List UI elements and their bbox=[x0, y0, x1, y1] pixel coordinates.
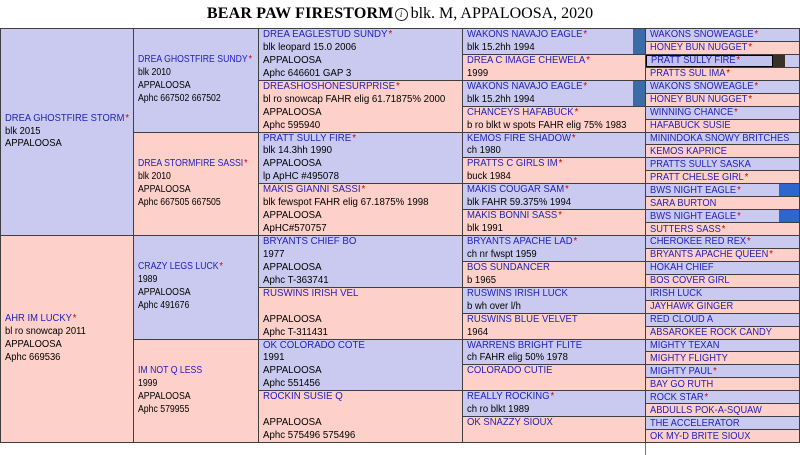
asterisk: * bbox=[550, 391, 555, 403]
pedigree-cell bbox=[646, 223, 800, 236]
horse-link[interactable]: WAKONS SNOWEAGLE bbox=[650, 29, 754, 41]
horse-detail: ch FAHR elig 50% 1978 bbox=[467, 352, 568, 364]
horse-detail: blk 1991 bbox=[467, 223, 503, 235]
horse-link[interactable]: ABDULLS POK-A-SQUAW bbox=[650, 404, 762, 416]
horse-link[interactable]: SUTTERS SASS bbox=[650, 223, 721, 235]
horse-detail: APPALOOSA bbox=[263, 210, 322, 222]
horse-detail: 1989 bbox=[138, 274, 158, 286]
horse-detail: ch 1980 bbox=[467, 145, 501, 157]
duplicate-marker bbox=[633, 81, 645, 106]
pedigree-cell bbox=[259, 391, 463, 443]
asterisk: * bbox=[748, 94, 753, 106]
horse-link[interactable]: BWS NIGHT EAGLE bbox=[650, 210, 737, 222]
horse-link[interactable]: PRATTS SUL IMA bbox=[650, 68, 726, 80]
horse-link[interactable]: HAFABUCK SUSIE bbox=[650, 120, 731, 132]
pedigree-cell bbox=[646, 197, 800, 210]
horse-detail: APPALOOSA bbox=[138, 80, 191, 92]
pedigree-cell bbox=[463, 184, 646, 210]
horse-detail: ApHC#570757 bbox=[263, 223, 327, 235]
pedigree-cell bbox=[463, 417, 646, 443]
asterisk: * bbox=[748, 42, 753, 54]
horse-link[interactable]: RED CLOUD A bbox=[650, 314, 714, 326]
asterisk: * bbox=[72, 313, 77, 325]
horse-detail: APPALOOSA bbox=[263, 313, 322, 325]
pedigree-cell bbox=[646, 158, 800, 171]
horse-detail: APPALOOSA bbox=[138, 287, 191, 299]
horse-detail: 1999 bbox=[467, 67, 489, 79]
pedigree-cell bbox=[646, 301, 800, 314]
horse-detail: Aphc 667502 667502 bbox=[138, 93, 221, 105]
pedigree-cell bbox=[646, 314, 800, 327]
horse-link[interactable]: SARA BURTON bbox=[650, 197, 717, 209]
horse-link[interactable]: DREA EAGLESTUD SUNDY bbox=[263, 29, 388, 40]
asterisk: * bbox=[737, 210, 741, 222]
pedigree-cell bbox=[463, 158, 646, 184]
horse-link[interactable]: WAKONS NAVAJO EAGLE bbox=[467, 80, 583, 92]
pedigree-cell bbox=[646, 81, 800, 94]
horse-detail: 1999 bbox=[138, 377, 158, 389]
horse-detail: Aphc T-363741 bbox=[263, 274, 329, 286]
asterisk: * bbox=[583, 29, 588, 40]
horse-link[interactable]: HONEY BUN NUGGET bbox=[650, 42, 748, 54]
horse-detail: APPALOOSA bbox=[138, 183, 191, 195]
horse-link[interactable]: MIGHTY TEXAN bbox=[650, 339, 720, 351]
horse-detail: Aphc T-311431 bbox=[263, 326, 328, 338]
pedigree-cell bbox=[646, 184, 800, 197]
asterisk: * bbox=[219, 261, 223, 273]
horse-link[interactable]: IM NOT Q LESS bbox=[138, 364, 203, 376]
asterisk: * bbox=[747, 236, 751, 248]
pedigree-cell bbox=[646, 365, 800, 378]
pedigree-cell bbox=[646, 107, 800, 120]
horse-detail: blk FAHR 59.375% 1994 bbox=[467, 197, 572, 209]
horse-link[interactable]: BOS COVER GIRL bbox=[650, 275, 730, 287]
asterisk: * bbox=[721, 223, 726, 235]
pedigree-cell bbox=[646, 352, 800, 365]
horse-detail: APPALOOSA bbox=[263, 417, 322, 429]
horse-detail: Aphc 669536 bbox=[5, 351, 61, 363]
horse-link[interactable]: MAKIS GIANNI SASSI bbox=[263, 184, 361, 196]
horse-link[interactable]: ROCKIN SUSIE Q bbox=[263, 391, 343, 403]
horse-detail: b 1965 bbox=[467, 274, 497, 286]
horse-link[interactable]: MIGHTY PAUL bbox=[650, 365, 713, 377]
horse-detail: APPALOOSA bbox=[263, 54, 322, 66]
pedigree-cell bbox=[646, 378, 800, 391]
horse-link[interactable]: MIGHTY FLIGHTY bbox=[650, 352, 728, 364]
horse-link[interactable]: IRISH LUCK bbox=[650, 288, 703, 300]
horse-detail: ch ro blkt 1989 bbox=[467, 404, 530, 416]
horse-detail: APPALOOSA bbox=[263, 158, 322, 170]
pedigree-cell bbox=[646, 417, 800, 430]
horse-link[interactable]: MININDOKA SNOWY BRITCHES bbox=[650, 132, 790, 144]
horse-link[interactable]: PRATT SULLY FIRE bbox=[263, 132, 352, 144]
asterisk: * bbox=[704, 391, 709, 403]
asterisk: * bbox=[361, 184, 366, 196]
horse-link[interactable]: PRATTS C GIRLS IM bbox=[467, 158, 558, 170]
gen-column-4 bbox=[463, 29, 646, 443]
pedigree-cell bbox=[646, 391, 800, 404]
pedigree-cell bbox=[646, 327, 800, 340]
asterisk: * bbox=[248, 54, 253, 66]
table-edge-stub bbox=[645, 443, 646, 455]
pedigree-cell bbox=[463, 81, 646, 107]
horse-link[interactable]: KEMOS KAPRICE bbox=[650, 145, 728, 157]
horse-detail: b ro blkt w spots FAHR elig 75% 1983 bbox=[467, 119, 627, 131]
horse-detail: APPALOOSA bbox=[5, 339, 62, 350]
horse-detail: Aphc 595940 bbox=[263, 119, 321, 131]
horse-detail: blk 15.2hh 1994 bbox=[467, 93, 535, 105]
pedigree-cell bbox=[646, 249, 800, 262]
pedigree-cell bbox=[463, 340, 646, 366]
horse-link[interactable]: WINNING CHANCE bbox=[650, 107, 734, 119]
subject-horse-name: BEAR PAW FIRESTORM bbox=[206, 5, 394, 22]
horse-detail: blk 14.3hh 1990 bbox=[263, 145, 333, 157]
horse-link[interactable]: WAKONS SNOWEAGLE bbox=[650, 81, 754, 93]
pedigree-cell bbox=[1, 236, 134, 443]
horse-link[interactable]: COLORADO CUTIE bbox=[467, 365, 553, 377]
pedigree-cell bbox=[463, 236, 646, 262]
horse-link[interactable]: THE ACCELERATOR bbox=[650, 417, 740, 429]
horse-detail: blk 15.2hh 1994 bbox=[467, 41, 535, 53]
horse-detail: Aphc 551456 bbox=[263, 378, 321, 390]
pedigree-cell bbox=[463, 288, 646, 314]
pedigree-cell bbox=[646, 120, 800, 133]
horse-link[interactable]: ABSAROKEE ROCK CANDY bbox=[650, 327, 772, 339]
horse-link[interactable]: DREA GHOSTFIRE SUNDY bbox=[138, 54, 248, 66]
horse-detail: Aphc 575496 575496 bbox=[263, 430, 356, 442]
asterisk: * bbox=[558, 158, 563, 170]
pedigree-cell bbox=[259, 81, 463, 133]
horse-link[interactable]: BWS NIGHT EAGLE bbox=[650, 184, 737, 196]
horse-detail: 1991 bbox=[263, 352, 285, 364]
horse-link[interactable]: BRYANTS CHIEF BO bbox=[263, 236, 357, 247]
duplicate-highlight-box bbox=[646, 55, 773, 67]
horse-link[interactable]: DREA GHOSTFIRE STORM bbox=[5, 112, 125, 124]
pedigree-cell bbox=[1, 29, 134, 236]
pedigree-cell bbox=[646, 145, 800, 158]
horse-link[interactable]: WARRENS BRIGHT FLITE bbox=[467, 339, 583, 351]
horse-detail: ch nr fwspt 1959 bbox=[467, 248, 537, 260]
pedigree-cell bbox=[646, 262, 800, 275]
horse-detail: Aphc 646601 GAP 3 bbox=[263, 67, 352, 79]
horse-detail: blk 2010 bbox=[138, 67, 171, 79]
horse-link[interactable]: DREA STORMFIRE SASSI bbox=[138, 157, 244, 169]
info-icon[interactable]: i bbox=[395, 8, 408, 21]
pedigree-cell bbox=[463, 55, 646, 81]
pedigree-cell bbox=[463, 365, 646, 391]
asterisk: * bbox=[125, 112, 130, 124]
pedigree-cell bbox=[259, 236, 463, 288]
pedigree-cell bbox=[463, 107, 646, 133]
asterisk: * bbox=[734, 107, 738, 119]
pedigree-cell bbox=[259, 184, 463, 236]
asterisk: * bbox=[583, 80, 588, 92]
pedigree-cell bbox=[646, 275, 800, 288]
horse-detail: bl ro snowcap 2011 bbox=[5, 326, 86, 338]
asterisk: * bbox=[737, 184, 741, 196]
horse-link[interactable]: CRAZY LEGS LUCK bbox=[138, 261, 219, 273]
page-title bbox=[0, 0, 800, 28]
horse-link[interactable]: PRATT SULLY FIRE bbox=[651, 55, 736, 67]
pedigree-cell bbox=[646, 430, 800, 443]
asterisk: * bbox=[574, 106, 579, 118]
horse-link[interactable]: ROCK STAR bbox=[650, 391, 704, 403]
asterisk: * bbox=[769, 249, 773, 261]
horse-detail: bl ro snowcap FAHR elig 61.71875% 2000 bbox=[263, 93, 446, 105]
horse-link[interactable]: CHEROKEE RED REX bbox=[650, 236, 747, 248]
asterisk: * bbox=[713, 365, 717, 377]
pedigree-cell bbox=[134, 29, 259, 133]
asterisk: * bbox=[573, 236, 578, 247]
asterisk: * bbox=[754, 81, 759, 93]
duplicate-marker bbox=[773, 55, 785, 67]
pedigree-cell bbox=[259, 288, 463, 340]
horse-link[interactable]: KEMOS FIRE SHADOW bbox=[467, 132, 571, 144]
horse-detail: APPALOOSA bbox=[263, 261, 322, 273]
horse-link[interactable]: RUSWINS IRISH VEL bbox=[263, 287, 359, 299]
gen-column-1 bbox=[1, 29, 134, 443]
horse-link[interactable]: RUSWINS BLUE VELVET bbox=[467, 313, 578, 325]
asterisk: * bbox=[744, 171, 749, 183]
horse-link[interactable]: DREA C IMAGE CHEWELA bbox=[467, 54, 586, 66]
pedigree-table bbox=[0, 28, 800, 443]
asterisk: * bbox=[565, 184, 569, 196]
duplicate-marker bbox=[779, 184, 799, 196]
pedigree-cell bbox=[463, 391, 646, 417]
horse-detail: APPALOOSA bbox=[263, 106, 322, 118]
horse-detail: blk 2010 bbox=[138, 170, 171, 182]
duplicate-marker bbox=[779, 210, 799, 222]
horse-link[interactable]: HONEY BUN NUGGET bbox=[650, 94, 748, 106]
horse-link[interactable]: BRYANTS APACHE QUEEN bbox=[650, 249, 769, 261]
gen-column-5 bbox=[646, 29, 800, 443]
pedigree-cell bbox=[646, 171, 800, 184]
pedigree-cell bbox=[646, 29, 800, 42]
asterisk: * bbox=[396, 80, 400, 92]
horse-detail: APPALOOSA bbox=[138, 390, 191, 402]
horse-link[interactable]: WAKONS NAVAJO EAGLE bbox=[467, 29, 583, 40]
horse-link[interactable]: BAY GO RUTH bbox=[650, 378, 714, 390]
asterisk: * bbox=[726, 68, 731, 80]
horse-link[interactable]: OK COLORADO COTE bbox=[263, 339, 365, 351]
pedigree-cell bbox=[463, 29, 646, 55]
pedigree-cell bbox=[646, 210, 800, 223]
pedigree-cell bbox=[646, 404, 800, 417]
pedigree-cell bbox=[134, 236, 259, 340]
horse-detail: 1964 bbox=[467, 326, 489, 338]
pedigree-cell bbox=[463, 314, 646, 340]
horse-link[interactable]: BOS SUNDANCER bbox=[467, 261, 550, 273]
horse-link[interactable]: MAKIS COUGAR SAM bbox=[467, 184, 565, 196]
pedigree-cell bbox=[259, 29, 463, 81]
horse-link[interactable]: PRATT CHELSE GIRL bbox=[650, 171, 744, 183]
asterisk: * bbox=[244, 157, 248, 169]
horse-detail: Aphc 667505 667505 bbox=[138, 196, 221, 208]
pedigree-cell bbox=[646, 133, 800, 146]
asterisk: * bbox=[586, 54, 590, 66]
pedigree-cell bbox=[463, 262, 646, 288]
asterisk: * bbox=[736, 55, 741, 67]
horse-link[interactable]: PRATTS SULLY SASKA bbox=[650, 158, 751, 170]
pedigree-cell bbox=[259, 340, 463, 392]
horse-link[interactable]: OK MY-D BRITE SIOUX bbox=[650, 430, 751, 442]
horse-link[interactable]: HOKAH CHIEF bbox=[650, 262, 714, 274]
subject-horse-details: blk. M, APPALOOSA, 2020 bbox=[410, 5, 594, 22]
horse-link[interactable]: OK SNAZZY SIOUX bbox=[467, 417, 553, 429]
horse-link[interactable]: RUSWINS IRISH LUCK bbox=[467, 287, 568, 299]
horse-link[interactable]: AHR IM LUCKY bbox=[5, 313, 72, 325]
duplicate-marker bbox=[633, 29, 645, 54]
horse-detail: APPALOOSA bbox=[263, 365, 322, 377]
horse-detail: blk fewspot FAHR elig 67.1875% 1998 bbox=[263, 197, 429, 209]
pedigree-cell bbox=[259, 133, 463, 185]
horse-detail: Aphc 579955 bbox=[138, 403, 190, 415]
pedigree-cell bbox=[646, 94, 800, 107]
asterisk: * bbox=[571, 132, 576, 144]
gen-column-3 bbox=[259, 29, 463, 443]
horse-detail: buck 1984 bbox=[467, 171, 511, 183]
pedigree-cell bbox=[646, 68, 800, 81]
horse-link[interactable]: BRYANTS APACHE LAD bbox=[467, 236, 573, 247]
horse-link[interactable]: REALLY ROCKING bbox=[467, 391, 550, 403]
horse-detail: Aphc 491676 bbox=[138, 300, 190, 312]
horse-link[interactable]: CHANCEYS HAFABUCK bbox=[467, 106, 574, 118]
horse-detail: blk 2015 bbox=[5, 125, 41, 137]
pedigree-cell bbox=[646, 42, 800, 55]
asterisk: * bbox=[352, 132, 356, 144]
pedigree-cell bbox=[134, 340, 259, 444]
asterisk: * bbox=[388, 29, 393, 40]
gen-column-2 bbox=[134, 29, 259, 443]
pedigree-cell bbox=[646, 55, 800, 68]
asterisk: * bbox=[754, 29, 759, 41]
horse-link[interactable]: MAKIS BONNI SASS bbox=[467, 210, 558, 222]
pedigree-cell bbox=[463, 210, 646, 236]
pedigree-cell bbox=[646, 288, 800, 301]
horse-detail: 1977 bbox=[263, 248, 285, 260]
horse-link[interactable]: DREASHOSHONESURPRISE bbox=[263, 80, 396, 92]
pedigree-cell bbox=[463, 133, 646, 159]
pedigree-cell bbox=[646, 236, 800, 249]
horse-detail: b wh over l/h bbox=[467, 300, 521, 312]
pedigree-cell bbox=[646, 340, 800, 353]
horse-detail: APPALOOSA bbox=[5, 138, 62, 150]
pedigree-cell bbox=[134, 133, 259, 237]
horse-detail: lp ApHC #495078 bbox=[263, 171, 340, 183]
horse-detail: blk leopard 15.0 2006 bbox=[263, 41, 357, 53]
horse-link[interactable]: JAYHAWK GINGER bbox=[650, 301, 734, 313]
asterisk: * bbox=[558, 210, 562, 222]
